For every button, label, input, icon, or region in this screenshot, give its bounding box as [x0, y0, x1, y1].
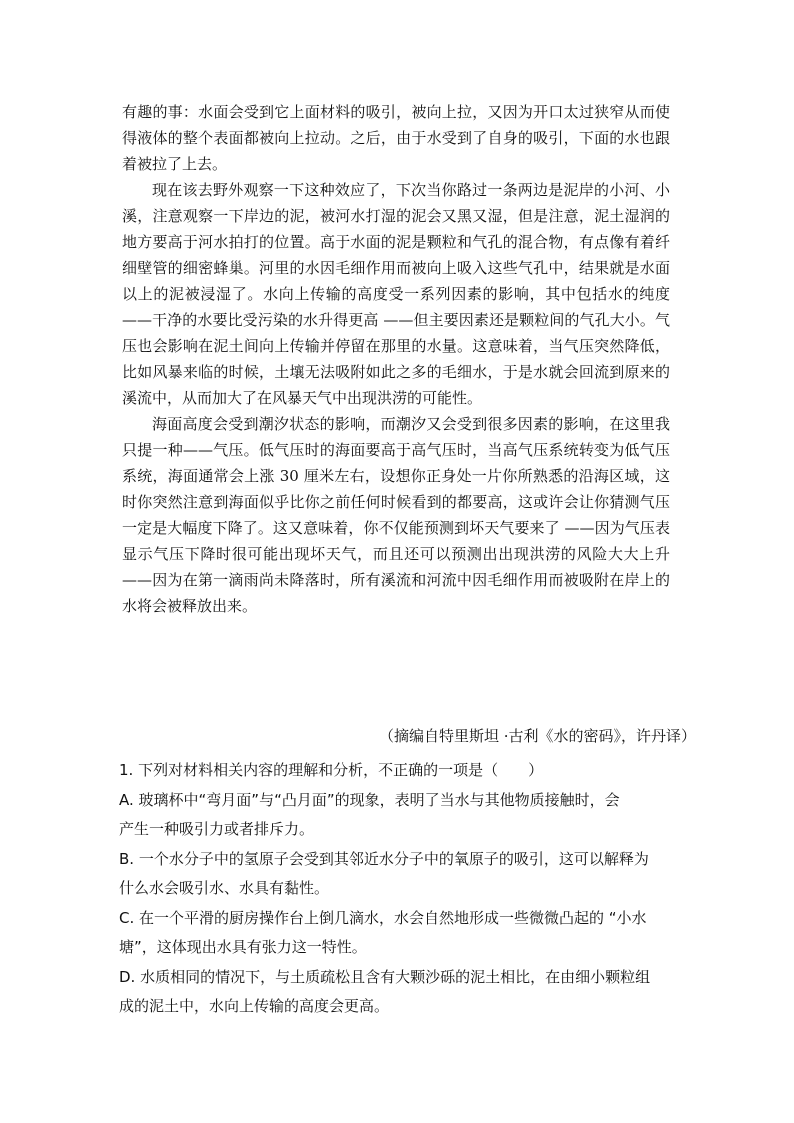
passage-paragraph-1: 有趣的事：水面会受到它上面材料的吸引，被向上拉，又因为开口太过狭窄从而使得液体的整个表面都被向上拉动。之后，由于水受到了自身的吸引，下面的水也跟着被拉了上去。	[122, 103, 670, 173]
option-b-line-1: B. 一个水分子中的氢原子会受到其邻近水分子中的氧原子的吸引，这可以解释为	[119, 849, 649, 868]
passage-paragraph-3: 海面高度会受到潮汐状态的影响，而潮汐又会受到很多因素的影响，在这里我只提一种——气压。低气压时的海面要高于高气压时，当高气压系统转变为低气压系统，海面通常会上涨 30 厘米左右，设想你正身处一片你所熟悉的沿海区域，这时你突然注意到海面似乎比你之前任何时候看到的都要高，这或许会让你猜测气压一定是大幅度下降了。这又意味着，你不仅能预测到坏天气要来了 ——因为气压表显示气压下降时很可能出现坏天气，而且还可以预测出出现洪涝的风险大大上升 ——因为在第一滴雨尚未降落时，所有溪流和河流中因毛细作用而被吸附在岸上的水将会被释放出来。	[122, 415, 670, 615]
option-d-line-1: D. 水质相同的情况下，与土质疏松且含有大颗沙砾的泥土相比，在由细小颗粒组	[119, 967, 651, 986]
passage-source-citation: （摘编自特里斯坦 ·古利《水的密码》，许丹译）	[378, 727, 696, 745]
option-a-line-2: 产生一种吸引力或者排斥力。	[119, 820, 315, 838]
passage-paragraph-2: 现在该去野外观察一下这种效应了，下次当你路过一条两边是泥岸的小河、小溪，注意观察一下岸边的泥，被河水打湿的泥会又黑又湿，但是注意，泥土湿润的地方要高于河水拍打的位置。高于水面的泥是颗粒和气孔的混合物，有点像有着纤细壁管的细密蜂巢。河里的水因毛细作用而被向上吸入这些气孔中，结果就是水面以上的泥被浸湿了。水向上传输的高度受一系列因素的影响，其中包括水的纯度 ——干净的水要比受污染的水升得更高 ——但主要因素还是颗粒间的气孔大小。气压也会影响在泥土间向上传输并停留在那里的水量。这意味着，当气压突然降低，比如风暴来临的时候，土壤无法吸附如此之多的毛细水，于是水就会回流到原来的溪流中，从而加大了在风暴天气中出现洪涝的可能性。	[122, 181, 670, 407]
option-c-line-1: C. 在一个平滑的厨房操作台上倒几滴水，水会自然地形成一些微微凸起的 “小水	[119, 908, 647, 927]
question-block	[119, 756, 679, 1022]
option-d-line-2: 成的泥土中，水向上传输的高度会更高。	[119, 997, 390, 1015]
option-c-line-2: 塘”，这体现出水具有张力这一特性。	[119, 938, 367, 956]
option-b-line-2: 什么水会吸引水、水具有黏性。	[119, 879, 330, 897]
option-a-line-1: A. 玻璃杯中“弯月面”与“凸月面”的现象，表明了当水与其他物质接触时，会	[119, 790, 620, 809]
reading-passage	[122, 99, 670, 619]
question-stem: 1. 下列对材料相关内容的理解和分析，不正确的一项是（ ）	[119, 761, 544, 779]
